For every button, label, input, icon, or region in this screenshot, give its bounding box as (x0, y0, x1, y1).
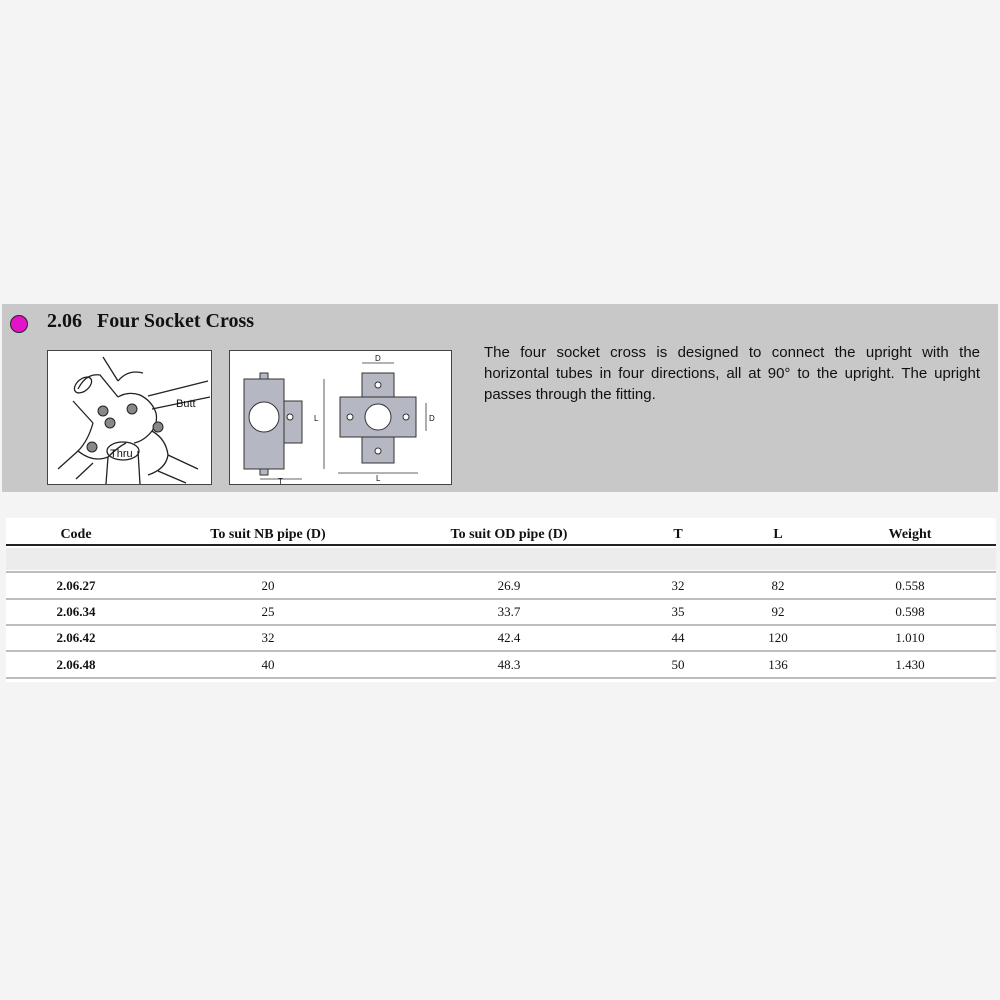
section-bullet-icon (10, 315, 28, 333)
dimension-drawing-icon (230, 351, 451, 484)
cell-weight: 1.430 (895, 657, 925, 672)
butt-label: Butt (176, 398, 196, 410)
cell-code: 2.06.48 (56, 657, 96, 672)
cell-l: 92 (771, 604, 785, 619)
cell-code: 2.06.27 (56, 578, 96, 593)
cell-l: 136 (768, 657, 788, 672)
cell-l: 120 (768, 630, 788, 645)
fitting-sketch-icon (48, 351, 211, 484)
col-header-code: Code (60, 527, 92, 542)
cell-l: 82 (771, 578, 785, 593)
dimension-drawing (229, 350, 452, 485)
fitting-illustration (47, 350, 212, 485)
table-row (6, 625, 996, 651)
col-header-od-pipe: To suit OD pipe (D) (450, 527, 568, 542)
l-label-horizontal: L (376, 474, 381, 483)
col-header-nb-pipe: To suit NB pipe (D) (210, 527, 326, 542)
col-header-weight: Weight (888, 527, 932, 542)
thru-label: Thru (110, 448, 133, 460)
cell-nb-pipe: 40 (261, 657, 275, 672)
cell-t: 32 (671, 578, 685, 593)
section-title: Four Socket Cross (97, 310, 255, 332)
spacer-row (6, 548, 996, 570)
cell-weight: 0.558 (895, 578, 925, 593)
d-label-side: D (429, 414, 435, 423)
cell-od-pipe: 42.4 (497, 630, 521, 645)
t-label: T (278, 477, 283, 484)
cell-t: 50 (671, 657, 685, 672)
table-row (6, 599, 996, 625)
col-header-l: L (773, 527, 783, 542)
cell-code: 2.06.42 (56, 630, 96, 645)
cell-od-pipe: 48.3 (497, 657, 521, 672)
section-heading (47, 310, 254, 333)
section-number: 2.06 (47, 310, 82, 332)
spec-table (6, 518, 996, 682)
cell-nb-pipe: 20 (261, 578, 275, 593)
cell-nb-pipe: 25 (261, 604, 275, 619)
d-label-top: D (375, 354, 381, 363)
table-row (6, 573, 996, 599)
cell-t: 44 (671, 630, 685, 645)
product-description: The four socket cross is designed to connect the upright with the horizontal tubes in four directions, all at 90° to the upright. The upright passes through the fitting. (484, 344, 980, 403)
header-rule (6, 544, 996, 546)
row-divider (6, 677, 996, 679)
table-row (6, 652, 996, 678)
cell-weight: 0.598 (895, 604, 925, 619)
cell-t: 35 (671, 604, 685, 619)
cell-od-pipe: 33.7 (497, 604, 521, 619)
cell-nb-pipe: 32 (261, 630, 275, 645)
col-header-t: T (673, 527, 683, 542)
l-label-vertical: L (314, 414, 319, 423)
cell-code: 2.06.34 (56, 604, 96, 619)
cell-weight: 1.010 (895, 630, 925, 645)
cell-od-pipe: 26.9 (497, 578, 521, 593)
